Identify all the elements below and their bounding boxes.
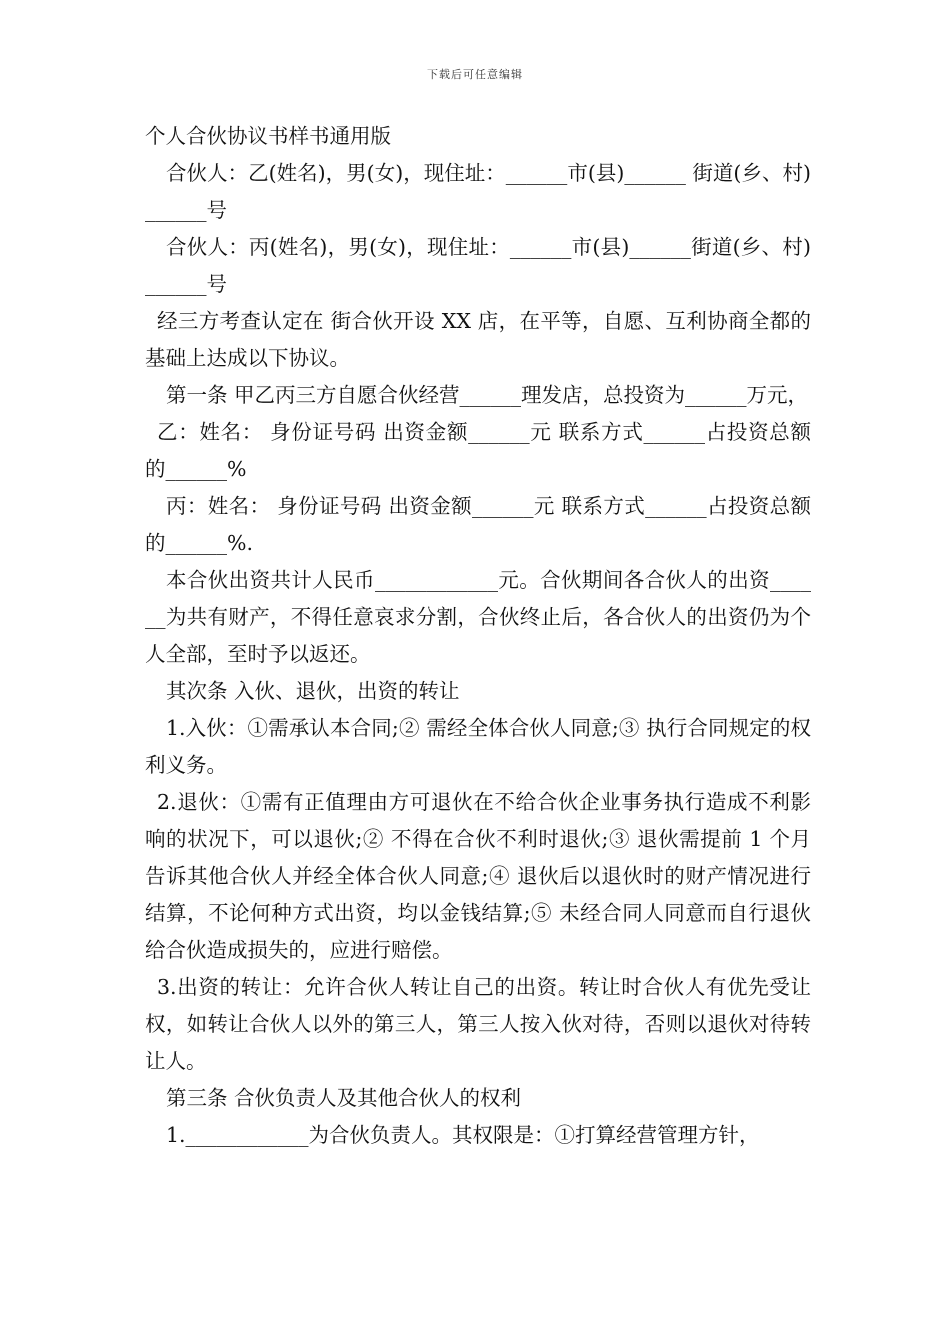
paragraph-partner-b: 合伙人：乙(姓名)，男(女)，现住址：______市(县)______ 街道(乡、村)______号 (145, 161, 811, 222)
paragraph-capital-transfer: 3.出资的转让：允许合伙人转让自己的出资。转让时合伙人有优先受让权，如转让合伙人以外的第三人，第三人按入伙对待，否则以退伙对待转让人。 (145, 975, 811, 1073)
document-title: 个人合伙协议书样书通用版 (145, 124, 391, 148)
paragraph-total-capital: 本合伙出资共计人民币____________元。合伙期间各合伙人的出资______为共有财产，不得任意哀求分割，合伙终止后，各合伙人的出资仍为个人全部，至时予以返还。 (145, 568, 811, 666)
paragraph-withdrawal: 2.退伙：①需有正值理由方可退伙在不给合伙企业事务执行造成不利影响的状况下，可以退伙;② 不得在合伙不利时退伙;③ 退伙需提前 1 个月告诉其他合伙人并经全体合伙人同意;④ 退伙后以退伙时的财产情况进行结算，不论何种方式出资，均以金钱结算;⑤ 未经合同人同意而自行退伙给合伙造成损失的，应进行赔偿。 (145, 790, 811, 962)
paragraph-partner-c: 合伙人：丙(姓名)，男(女)，现住址：______市(县)______街道(乡、村)______号 (145, 235, 811, 296)
paragraph-article-2-heading: 其次条 入伙、退伙，出资的转让 (166, 679, 460, 703)
paragraph-partner-c-investment: 丙：姓名： 身份证号码 出资金额______元 联系方式______占投资总额的______%. (145, 494, 811, 555)
paragraph-agreement-basis: 经三方考查认定在 街合伙开设 XX 店，在平等，自愿、互利协商全都的基础上达成以下协议。 (145, 309, 811, 370)
paragraph-partner-b-investment: 乙：姓名： 身份证号码 出资金额______元 联系方式______占投资总额的______% (145, 420, 811, 481)
paragraph-article-3-heading: 第三条 合伙负责人及其他合伙人的权利 (166, 1086, 522, 1110)
document-body (145, 118, 811, 1154)
paragraph-article-1: 第一条 甲乙丙三方自愿合伙经营______理发店，总投资为______万元， (166, 383, 809, 407)
paragraph-responsible-partner: 1.____________为合伙负责人。其权限是：①打算经营管理方针， (166, 1123, 760, 1147)
paragraph-joining: 1.入伙：①需承认本合同;② 需经全体合伙人同意;③ 执行合同规定的权利义务。 (145, 716, 811, 777)
page-header-note: 下载后可任意编辑 (427, 68, 523, 81)
